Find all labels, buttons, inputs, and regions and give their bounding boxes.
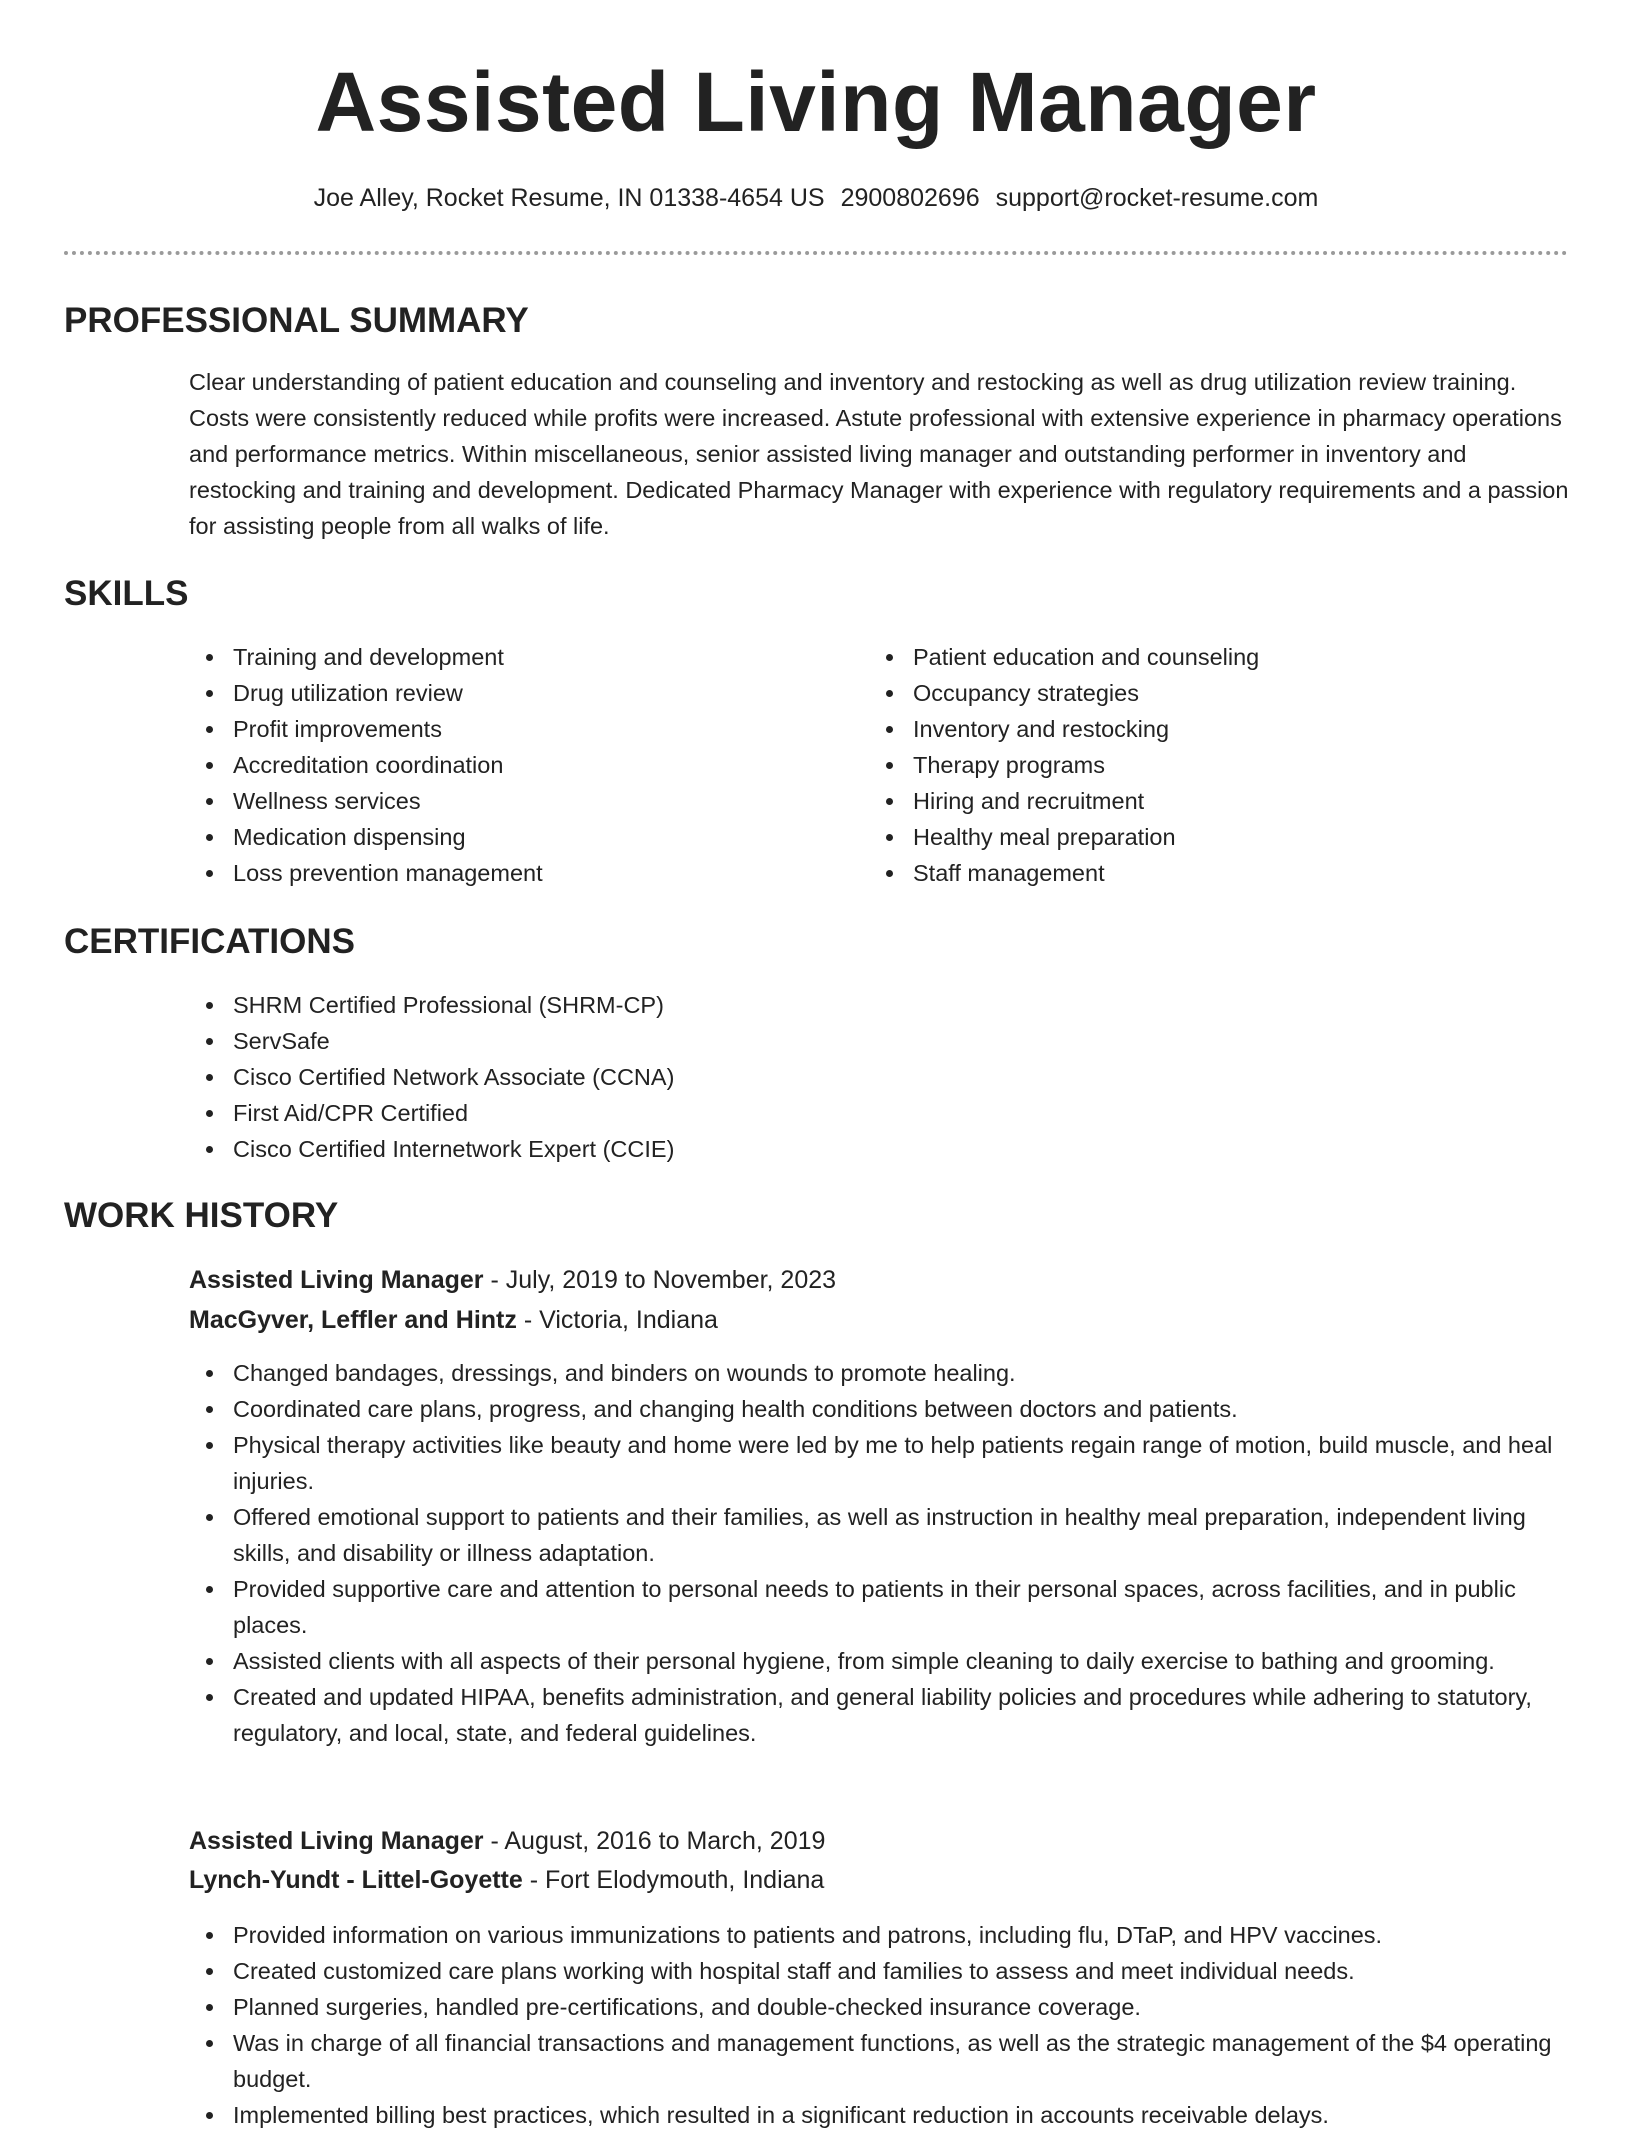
job-location: - Fort Elodymouth, Indiana [522,1866,825,1894]
contact-phone: 2900802696 [840,184,980,212]
resume-title: Assisted Living Manager [315,55,1317,149]
job-bullet: Was in charge of all financial transactions and management functions, as well as the strategic management of the $4 operating budget. [189,2025,1569,2097]
job-bullets [189,1355,1569,1751]
skill-item: Occupancy strategies [869,675,1549,711]
certifications-heading: CERTIFICATIONS [64,922,356,961]
job-bullet: Offered emotional support to patients and their families, as well as instruction in healthy meal preparation, independent living skills, and disability or illness adaptation. [189,1499,1569,1571]
job-bullet: Implemented billing best practices, which resulted in a significant reduction in accounts receivable delays. [189,2097,1569,2133]
certification-item: Cisco Certified Internetwork Expert (CCIE) [189,1131,1189,1167]
job-bullet: Physical therapy activities like beauty and home were led by me to help patients regain range of motion, build muscle, and heal injuries. [189,1427,1569,1499]
contact-email: support@rocket-resume.com [995,184,1319,212]
job-bullet: Provided supportive care and attention to personal needs to patients in their personal spaces, across facilities, and in public places. [189,1571,1569,1643]
certification-item: ServSafe [189,1023,1189,1059]
job-company-line [189,1861,824,1899]
job-bullet: Coordinated care plans, progress, and changing health conditions between doctors and patients. [189,1391,1569,1427]
job-dates: - July, 2019 to November, 2023 [483,1266,837,1294]
job-bullet: Created customized care plans working with hospital staff and families to assess and meet individual needs. [189,1953,1569,1989]
job-company-line [189,1301,718,1339]
header-divider [64,251,1568,255]
job-company: MacGyver, Leffler and Hintz [189,1306,517,1334]
contact-address: Joe Alley, Rocket Resume, IN 01338-4654 US [313,184,825,212]
job-bullets [189,1917,1569,2133]
job-location: - Victoria, Indiana [516,1306,718,1334]
skill-item: Loss prevention management [189,855,829,891]
skill-item: Accreditation coordination [189,747,829,783]
skill-item: Wellness services [189,783,829,819]
job-title-line [189,1822,825,1860]
job-title-line [189,1261,836,1299]
skill-item: Training and development [189,639,829,675]
skills-heading: SKILLS [64,574,189,613]
certification-item: SHRM Certified Professional (SHRM-CP) [189,987,1189,1023]
summary-text: Clear understanding of patient education and counseling and inventory and restocking as well as drug utilization review training. Costs were consistently reduced while profits were increased. Astute professional with extensive experience in pharmacy operations and performance metrics. Within miscellaneous, senior assisted living manager and outstanding performer in inventory and restocking and training and development. Dedicated Pharmacy Manager with experience with regulatory requirements and a passion for assisting people from all walks of life. [189,369,1569,539]
job-bullet: Changed bandages, dressings, and binders on wounds to promote healing. [189,1355,1569,1391]
summary-heading: PROFESSIONAL SUMMARY [64,301,529,340]
skill-item: Hiring and recruitment [869,783,1549,819]
skills-list-left [189,639,829,891]
job-title: Assisted Living Manager [189,1266,484,1294]
skill-item: Inventory and restocking [869,711,1549,747]
certifications-list [189,987,1189,1167]
certification-item: First Aid/CPR Certified [189,1095,1189,1131]
skill-item: Healthy meal preparation [869,819,1549,855]
skills-list-right [869,639,1549,891]
skill-item: Medication dispensing [189,819,829,855]
job-bullet: Planned surgeries, handled pre-certifications, and double-checked insurance coverage. [189,1989,1569,2025]
skill-item: Staff management [869,855,1549,891]
contact-line [0,180,1632,216]
certification-item: Cisco Certified Network Associate (CCNA) [189,1059,1189,1095]
job-dates: - August, 2016 to March, 2019 [483,1827,826,1855]
job-bullet: Provided information on various immunizations to patients and patrons, including flu, DTaP, and HPV vaccines. [189,1917,1569,1953]
job-bullet: Assisted clients with all aspects of their personal hygiene, from simple cleaning to daily exercise to bathing and grooming. [189,1643,1569,1679]
skill-item: Drug utilization review [189,675,829,711]
job-company: Lynch-Yundt - Littel-Goyette [189,1866,523,1894]
job-bullet: Created and updated HIPAA, benefits administration, and general liability policies and procedures while adhering to statutory, regulatory, and local, state, and federal guidelines. [189,1679,1569,1751]
job-title: Assisted Living Manager [189,1827,484,1855]
skill-item: Profit improvements [189,711,829,747]
skill-item: Therapy programs [869,747,1549,783]
skill-item: Patient education and counseling [869,639,1549,675]
work-history-heading: WORK HISTORY [64,1196,339,1235]
